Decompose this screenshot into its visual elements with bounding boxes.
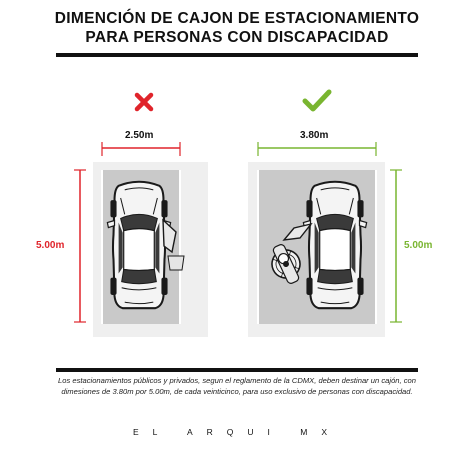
right-length-label: 5.00m <box>404 240 433 251</box>
right-car <box>303 182 366 308</box>
left-car <box>107 182 170 308</box>
title-line-2: PARA PERSONAS CON DISCAPACIDAD <box>85 29 389 46</box>
cross-icon <box>137 95 151 109</box>
right-parking-space <box>248 92 402 337</box>
right-width-label: 3.80m <box>300 130 329 141</box>
bottom-divider <box>56 368 418 372</box>
caption-text: Los estacionamientos públicos y privados, segun el reglamento de la CDMX, deben destinar un cajón, con dimesiones de 3.80m por 5.00m, de cada veinticinco, para uso exclusivo de personas con discapacidad. <box>58 376 416 396</box>
left-length-label: 5.00m <box>36 240 65 251</box>
brand-signature: EL ARQUI MX <box>132 427 341 437</box>
left-width-label: 2.50m <box>125 130 154 141</box>
title-line-1: DIMENCIÓN DE CAJON DE ESTACIONAMIENTO <box>54 10 420 27</box>
checkmark-icon <box>305 92 329 109</box>
left-person-figure <box>168 256 184 270</box>
